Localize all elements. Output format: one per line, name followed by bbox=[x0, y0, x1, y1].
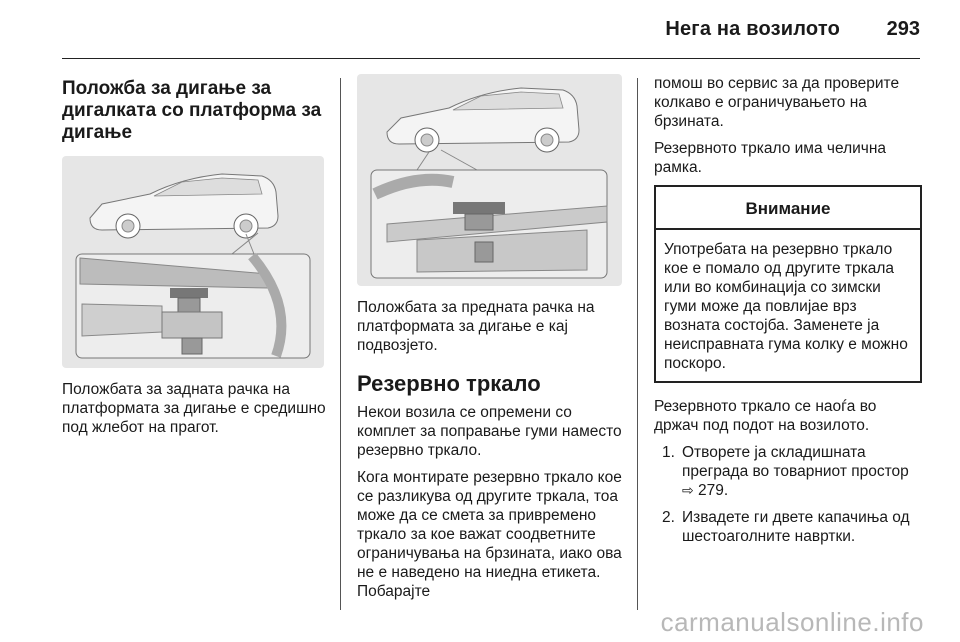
column-3 bbox=[654, 74, 922, 554]
watermark: carmanualsonline.info bbox=[660, 607, 924, 637]
warning-text: Употребата на резервно тркало кое е помало од другите тркала или во комбинација со зимски гуми може да повлијае врз возната состојба. Заменете ја неисправната гума колку е можно поскоро. bbox=[664, 241, 908, 372]
list-item bbox=[654, 443, 922, 500]
spare-wheel-paragraph-1: Некои возила се опремени со комплет за поправање гуми наместо резервно тркало. bbox=[357, 404, 622, 459]
rear-lift-arm-illustration bbox=[62, 156, 324, 368]
step-number: 2. bbox=[662, 509, 675, 526]
column-divider-2 bbox=[637, 78, 638, 610]
spare-location-paragraph: Резервното тркало се наоѓа во држач под подот на возилото. bbox=[654, 398, 877, 434]
column-1 bbox=[62, 74, 327, 437]
front-lift-caption: Положбата за предната рачка на платформата за дигање е кај подвозјето. bbox=[357, 299, 595, 354]
warning-title: Внимание bbox=[656, 187, 920, 230]
reference-arrow-icon: ⇨ bbox=[682, 482, 694, 498]
steps-list bbox=[654, 443, 922, 546]
steel-rim-paragraph: Резервното тркало има челична рамка. bbox=[654, 140, 887, 176]
page-number: 293 bbox=[886, 18, 920, 40]
header-divider bbox=[62, 58, 920, 59]
column-2 bbox=[357, 74, 622, 609]
column-divider-1 bbox=[340, 78, 341, 610]
spare-wheel-paragraph-2: Кога монтирате резервно тркало кое се разликува од другите тркала, тоа може да се смета за привремено тркало за кое важат соодветните ограничувања на брзината, иако ова не е наведено на ниедна етикета. Побарајте bbox=[357, 469, 622, 600]
spare-wheel-heading: Резервно тркало bbox=[357, 371, 541, 396]
warning-box bbox=[654, 185, 922, 383]
step-text: Отворете ја складишната преграда во товарниот простор bbox=[682, 444, 909, 480]
rear-lift-caption: Положбата за задната рачка на платформата за дигање е средишно под жлебот на прагот. bbox=[62, 381, 326, 436]
step-number: 1. bbox=[662, 444, 675, 461]
page-reference-link[interactable]: 279. bbox=[698, 482, 729, 499]
lift-position-heading: Положба за дигање за дигалката со платформа за дигање bbox=[62, 78, 322, 143]
running-header-title: Нега на возилото bbox=[665, 18, 840, 40]
step-text: Извадете ги двете капачиња од шестоаголните навртки. bbox=[682, 509, 910, 545]
front-lift-arm-illustration bbox=[357, 74, 622, 286]
speed-limit-paragraph: помош во сервис за да проверите колкаво е ограничувањето на брзината. bbox=[654, 75, 900, 130]
list-item bbox=[654, 508, 922, 546]
